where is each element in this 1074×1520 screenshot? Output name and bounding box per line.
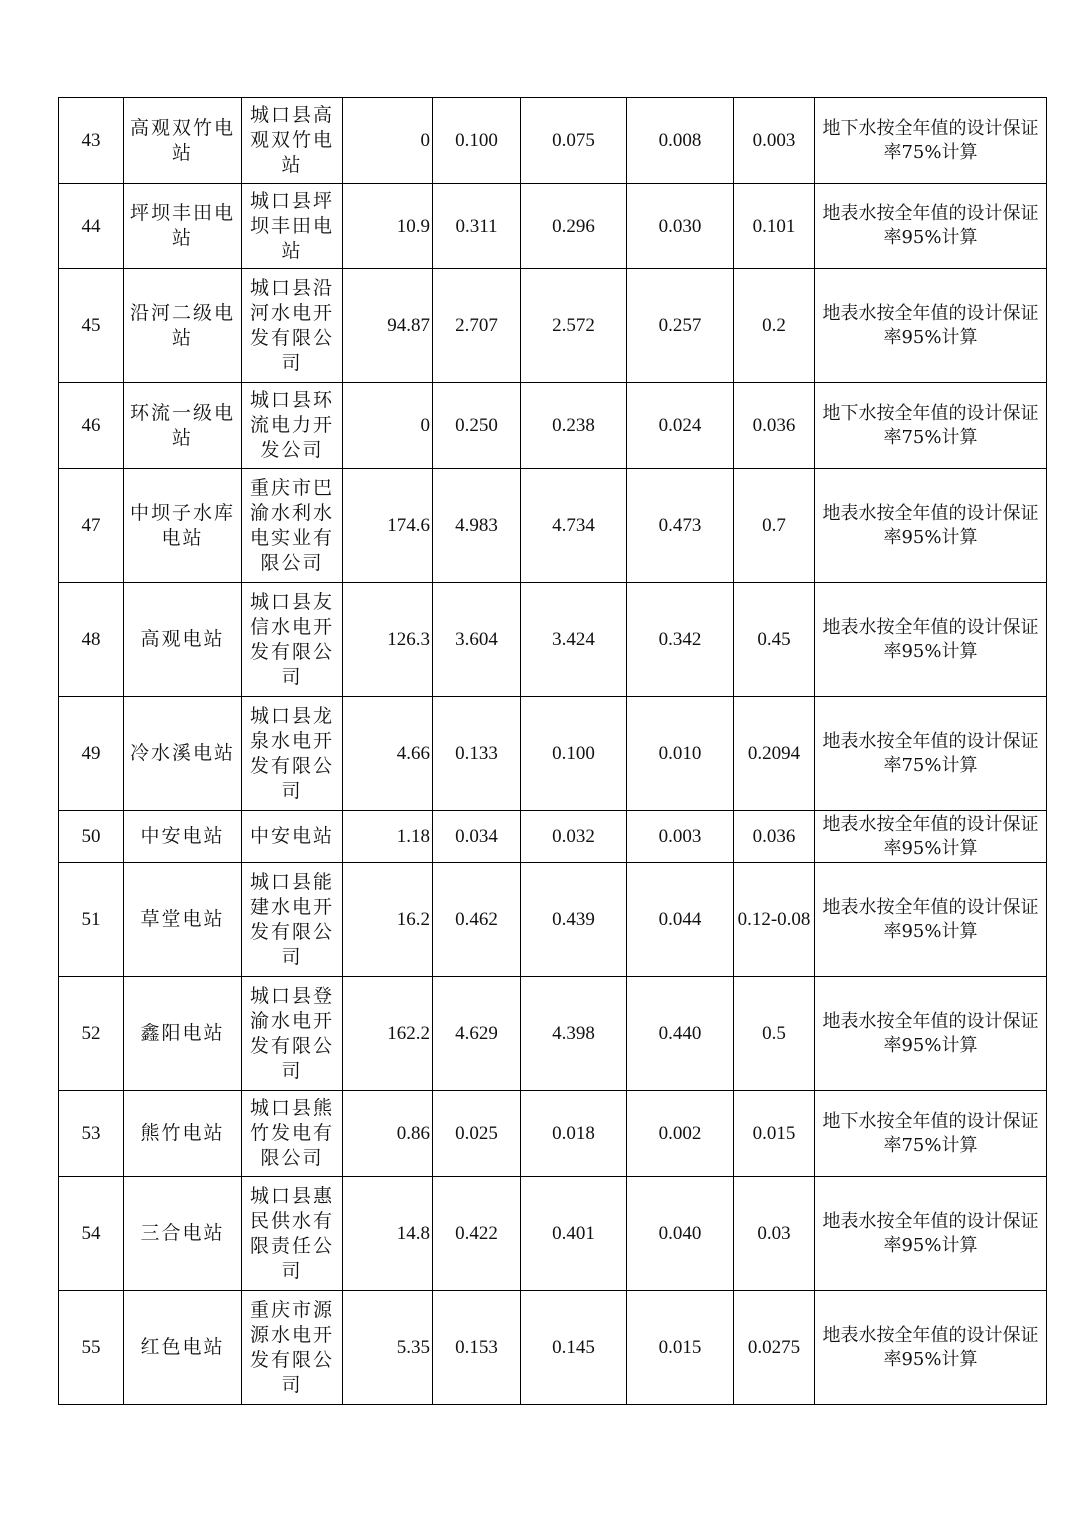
row-number: 55 [59, 1291, 124, 1405]
value-col-1: 10.9 [343, 184, 433, 269]
value-col-3: 0.100 [521, 697, 627, 811]
value-col-3: 3.424 [521, 583, 627, 697]
station-name: 高观双竹电站 [124, 98, 242, 184]
calculation-note: 地下水按全年值的设计保证率75%计算 [815, 98, 1047, 184]
value-col-4: 0.473 [627, 469, 734, 583]
operator-name: 城口县能建水电开发有限公司 [242, 863, 343, 977]
calculation-note: 地下水按全年值的设计保证率75%计算 [815, 383, 1047, 469]
value-col-1: 14.8 [343, 1177, 433, 1291]
operator-name: 重庆市巴渝水利水电实业有限公司 [242, 469, 343, 583]
calculation-note: 地表水按全年值的设计保证率95%计算 [815, 1177, 1047, 1291]
value-col-5: 0.5 [734, 977, 815, 1091]
value-col-3: 0.145 [521, 1291, 627, 1405]
value-col-3: 0.075 [521, 98, 627, 184]
table-row [59, 1091, 1047, 1177]
value-col-2: 3.604 [433, 583, 521, 697]
table-body [59, 98, 1047, 1405]
calculation-note: 地表水按全年值的设计保证率95%计算 [815, 184, 1047, 269]
value-col-4: 0.003 [627, 811, 734, 863]
value-col-1: 16.2 [343, 863, 433, 977]
value-col-3: 0.296 [521, 184, 627, 269]
table-row [59, 583, 1047, 697]
operator-name: 重庆市源源水电开发有限公司 [242, 1291, 343, 1405]
value-col-4: 0.008 [627, 98, 734, 184]
value-col-3: 4.398 [521, 977, 627, 1091]
value-col-1: 126.3 [343, 583, 433, 697]
table-row [59, 977, 1047, 1091]
value-col-4: 0.044 [627, 863, 734, 977]
value-col-3: 2.572 [521, 269, 627, 383]
value-col-5: 0.2 [734, 269, 815, 383]
station-name: 鑫阳电站 [124, 977, 242, 1091]
row-number: 48 [59, 583, 124, 697]
operator-name: 中安电站 [242, 811, 343, 863]
value-col-1: 1.18 [343, 811, 433, 863]
value-col-1: 0.86 [343, 1091, 433, 1177]
value-col-1: 0 [343, 383, 433, 469]
calculation-note: 地表水按全年值的设计保证率95%计算 [815, 1291, 1047, 1405]
row-number: 51 [59, 863, 124, 977]
value-col-5: 0.12-0.08 [734, 863, 815, 977]
value-col-1: 5.35 [343, 1291, 433, 1405]
row-number: 49 [59, 697, 124, 811]
value-col-3: 4.734 [521, 469, 627, 583]
value-col-5: 0.036 [734, 811, 815, 863]
value-col-5: 0.036 [734, 383, 815, 469]
row-number: 50 [59, 811, 124, 863]
row-number: 54 [59, 1177, 124, 1291]
value-col-5: 0.003 [734, 98, 815, 184]
value-col-3: 0.238 [521, 383, 627, 469]
value-col-5: 0.45 [734, 583, 815, 697]
value-col-2: 0.025 [433, 1091, 521, 1177]
value-col-4: 0.040 [627, 1177, 734, 1291]
value-col-3: 0.401 [521, 1177, 627, 1291]
operator-name: 城口县友信水电开发有限公司 [242, 583, 343, 697]
value-col-5: 0.0275 [734, 1291, 815, 1405]
value-col-5: 0.7 [734, 469, 815, 583]
row-number: 53 [59, 1091, 124, 1177]
operator-name: 城口县环流电力开发公司 [242, 383, 343, 469]
value-col-2: 4.629 [433, 977, 521, 1091]
row-number: 44 [59, 184, 124, 269]
value-col-2: 0.462 [433, 863, 521, 977]
value-col-1: 162.2 [343, 977, 433, 1091]
station-name: 高观电站 [124, 583, 242, 697]
value-col-2: 4.983 [433, 469, 521, 583]
row-number: 47 [59, 469, 124, 583]
value-col-2: 0.311 [433, 184, 521, 269]
table-row [59, 863, 1047, 977]
operator-name: 城口县龙泉水电开发有限公司 [242, 697, 343, 811]
row-number: 45 [59, 269, 124, 383]
value-col-5: 0.101 [734, 184, 815, 269]
station-name: 中坝子水库电站 [124, 469, 242, 583]
row-number: 43 [59, 98, 124, 184]
value-col-4: 0.030 [627, 184, 734, 269]
station-name: 草堂电站 [124, 863, 242, 977]
calculation-note: 地表水按全年值的设计保证率95%计算 [815, 269, 1047, 383]
value-col-4: 0.257 [627, 269, 734, 383]
row-number: 52 [59, 977, 124, 1091]
row-number: 46 [59, 383, 124, 469]
station-name: 中安电站 [124, 811, 242, 863]
value-col-3: 0.032 [521, 811, 627, 863]
station-name: 红色电站 [124, 1291, 242, 1405]
table-row [59, 1177, 1047, 1291]
value-col-1: 0 [343, 98, 433, 184]
operator-name: 城口县惠民供水有限责任公司 [242, 1177, 343, 1291]
value-col-2: 0.153 [433, 1291, 521, 1405]
station-name: 沿河二级电站 [124, 269, 242, 383]
operator-name: 城口县登渝水电开发有限公司 [242, 977, 343, 1091]
calculation-note: 地下水按全年值的设计保证率75%计算 [815, 1091, 1047, 1177]
hydropower-station-table [58, 97, 1047, 1405]
value-col-5: 0.015 [734, 1091, 815, 1177]
value-col-4: 0.015 [627, 1291, 734, 1405]
value-col-2: 0.133 [433, 697, 521, 811]
station-name: 环流一级电站 [124, 383, 242, 469]
calculation-note: 地表水按全年值的设计保证率95%计算 [815, 863, 1047, 977]
value-col-1: 4.66 [343, 697, 433, 811]
value-col-3: 0.018 [521, 1091, 627, 1177]
station-name: 三合电站 [124, 1177, 242, 1291]
value-col-2: 0.422 [433, 1177, 521, 1291]
value-col-4: 0.024 [627, 383, 734, 469]
table-row [59, 184, 1047, 269]
operator-name: 城口县熊竹发电有限公司 [242, 1091, 343, 1177]
station-name: 熊竹电站 [124, 1091, 242, 1177]
calculation-note: 地表水按全年值的设计保证率95%计算 [815, 811, 1047, 863]
value-col-4: 0.002 [627, 1091, 734, 1177]
operator-name: 城口县沿河水电开发有限公司 [242, 269, 343, 383]
value-col-1: 94.87 [343, 269, 433, 383]
value-col-2: 0.250 [433, 383, 521, 469]
value-col-5: 0.03 [734, 1177, 815, 1291]
value-col-4: 0.440 [627, 977, 734, 1091]
station-name: 坪坝丰田电站 [124, 184, 242, 269]
calculation-note: 地表水按全年值的设计保证率75%计算 [815, 697, 1047, 811]
calculation-note: 地表水按全年值的设计保证率95%计算 [815, 583, 1047, 697]
value-col-4: 0.342 [627, 583, 734, 697]
table-row [59, 98, 1047, 184]
value-col-3: 0.439 [521, 863, 627, 977]
table-row [59, 697, 1047, 811]
value-col-4: 0.010 [627, 697, 734, 811]
value-col-5: 0.2094 [734, 697, 815, 811]
value-col-2: 2.707 [433, 269, 521, 383]
value-col-1: 174.6 [343, 469, 433, 583]
table-row [59, 469, 1047, 583]
value-col-2: 0.034 [433, 811, 521, 863]
table-row [59, 269, 1047, 383]
station-name: 冷水溪电站 [124, 697, 242, 811]
calculation-note: 地表水按全年值的设计保证率95%计算 [815, 977, 1047, 1091]
table-row [59, 1291, 1047, 1405]
table-row [59, 811, 1047, 863]
operator-name: 城口县坪坝丰田电站 [242, 184, 343, 269]
operator-name: 城口县高观双竹电站 [242, 98, 343, 184]
table-row [59, 383, 1047, 469]
value-col-2: 0.100 [433, 98, 521, 184]
calculation-note: 地表水按全年值的设计保证率95%计算 [815, 469, 1047, 583]
